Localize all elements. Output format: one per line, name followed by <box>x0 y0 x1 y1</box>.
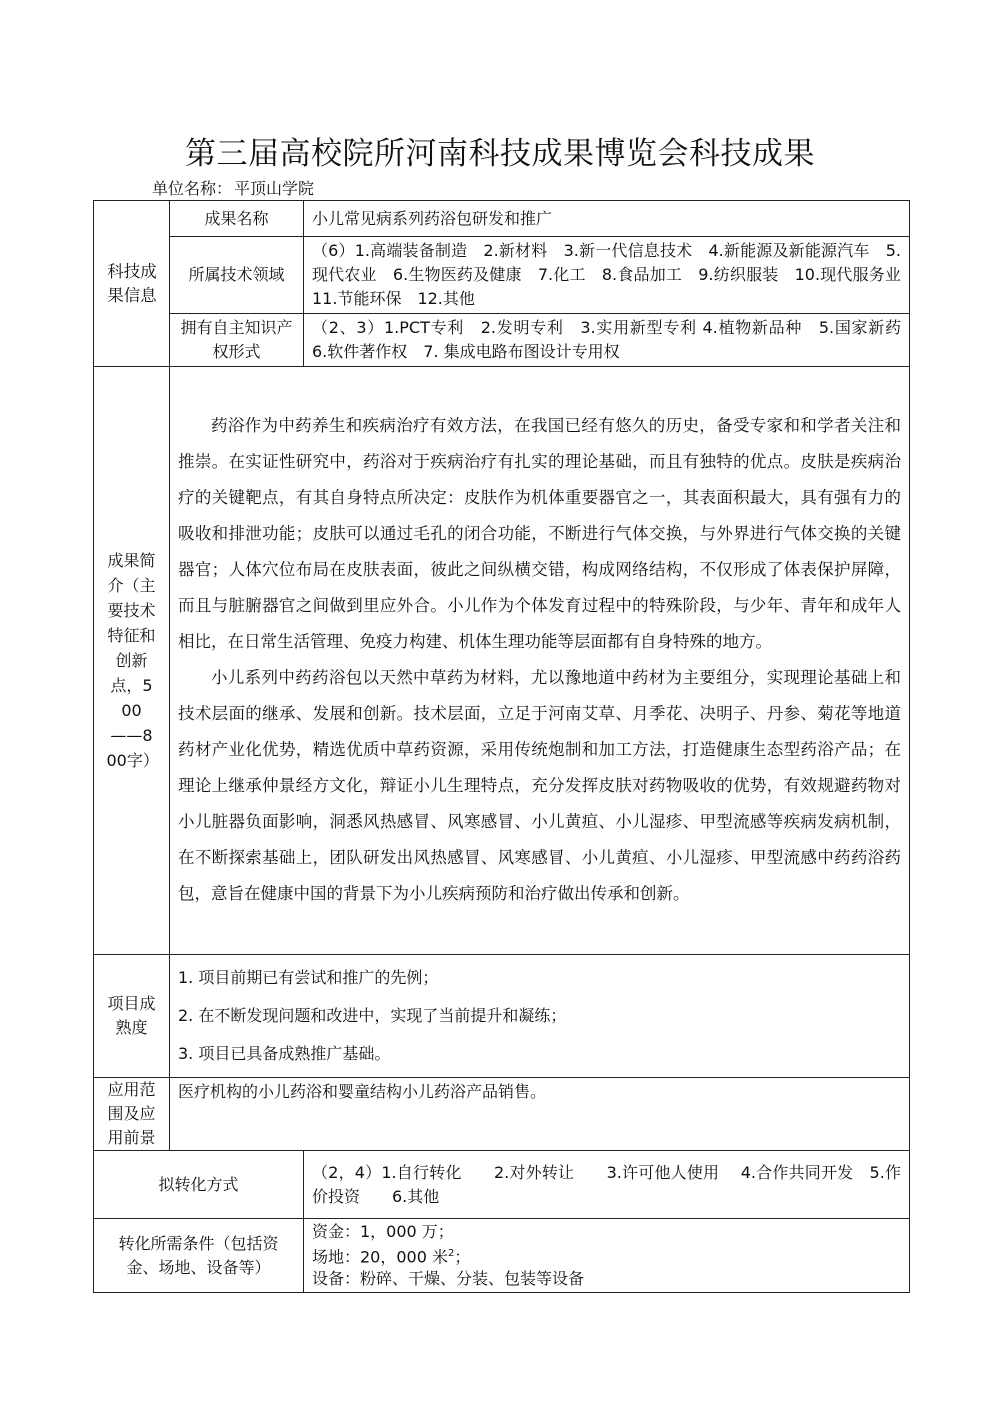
funds-line: 资金：1，000 万； <box>312 1222 454 1241</box>
maturity-list <box>170 955 910 1078</box>
intro-paragraph: 药浴作为中药养生和疾病治疗有效方法，在我国已经有悠久的历史，备受专家和和学者关注和推崇。在实证性研究中，药浴对于疾病治疗有扎实的理论基础，而且有独特的优点。皮肤是疾病治疗的关键靶点，有其自身特点所决定：皮肤作为机体重要器官之一，其表面积最大，具有强有力的吸收和排泄功能；皮肤可以通过毛孔的闭合功能，不断进行气体交换，与外界进行气体交换的关键器官；人体穴位布局在皮肤表面，彼此之间纵横交错，构成网络结构，不仅形成了体表保护屏障，而且与脏腑器官之间做到里应外合。小儿作为个体发育过程中的特殊阶段，与少年、青年和成年人相比，在日常生活管理、免疫力构建、机体生理功能等层面都有自身特殊的地方。 <box>178 415 901 651</box>
transform-label: 拟转化方式 <box>94 1151 304 1219</box>
maturity-label: 项目成熟度 <box>94 955 170 1078</box>
conditions-value <box>304 1219 910 1293</box>
achievement-name-value: 小儿常见病系列药浴包研发和推广 <box>304 201 910 237</box>
maturity-item: 1. 项目前期已有尝试和推广的先例； <box>178 968 439 987</box>
tech-field-label: 所属技术领域 <box>170 237 304 314</box>
conditions-label: 转化所需条件（包括资金、场地、设备等） <box>94 1219 304 1293</box>
intro-content <box>170 367 910 955</box>
ip-form-value: （2、3）1.PCT专利 2.发明专利 3.实用新型专利 4.植物新品种 5.国家新药 6.软件著作权 7. 集成电路布图设计专用权 <box>304 314 910 367</box>
unit-name-line <box>150 176 314 199</box>
tech-field-value: （6）1.高端装备制造 2.新材料 3.新一代信息技术 4.新能源及新能源汽车 5.现代农业 6.生物医药及健康 7.化工 8.食品加工 9.纺织服装 10.现代服务业 11.节能环保 12.其他 <box>304 237 910 314</box>
transform-value: （2，4）1.自行转化 2.对外转让 3.许可他人使用 4.合作共同开发 5.作价投资 6.其他 <box>304 1151 910 1219</box>
site-line: 场地：20，000 米$^2$； <box>312 1247 471 1267</box>
info-section-label: 科技成果信息 <box>94 201 170 367</box>
application-value: 医疗机构的小儿药浴和婴童结构小儿药浴产品销售。 <box>170 1078 910 1151</box>
achievement-form-table <box>93 200 918 1293</box>
page-title: 第三届高校院所河南科技成果博览会科技成果 <box>185 136 815 172</box>
ip-form-label: 拥有自主知识产权形式 <box>170 314 304 367</box>
unit-value: 平顶山学院 <box>234 179 315 198</box>
achievement-name-label: 成果名称 <box>170 201 304 237</box>
unit-label: 单位名称： <box>152 179 233 198</box>
maturity-item: 3. 项目已具备成熟推广基础。 <box>178 1044 391 1063</box>
maturity-item: 2. 在不断发现问题和改进中，实现了当前提升和凝练； <box>178 1006 567 1025</box>
intro-label: 成果简介（主要技术特征和创新点，500——800字） <box>94 367 170 955</box>
application-label: 应用范围及应用前景 <box>94 1078 170 1151</box>
equipment-line: 设备：粉碎、干燥、分装、包装等设备 <box>312 1269 585 1289</box>
intro-paragraph: 小儿系列中药药浴包以天然中草药为材料，尤以豫地道中药材为主要组分，实现理论基础上和技术层面的继承、发展和创新。技术层面，立足于河南艾草、月季花、决明子、丹参、菊花等地道药材产业化优势，精选优质中草药资源，采用传统炮制和加工方法，打造健康生态型药浴产品；在理论上继承仲景经方文化，辩证小儿生理特点，充分发挥皮肤对药物吸收的优势，有效规避药物对小儿脏器负面影响，洞悉风热感冒、风寒感冒、小儿黄疸、小儿湿疹、甲型流感等疾病发病机制，在不断探索基础上，团队研发出风热感冒、风寒感冒、小儿黄疸、小儿湿疹、甲型流感中药药浴药包，意旨在健康中国的背景下为小儿疾病预防和治疗做出传承和创新。 <box>178 667 901 903</box>
